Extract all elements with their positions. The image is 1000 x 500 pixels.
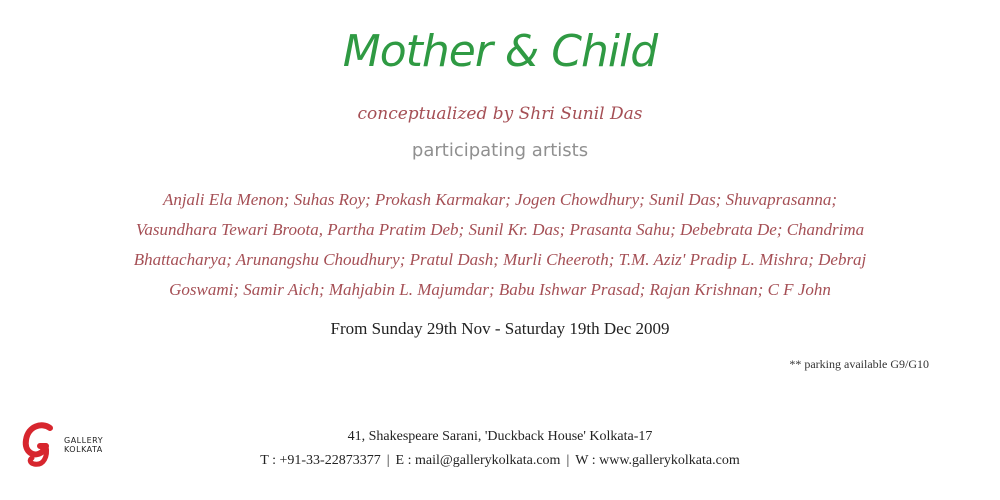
artist-list: [70, 185, 930, 305]
artist-list-line: Vasundhara Tewari Broota, Partha Pratim Deb; Sunil Kr. Das; Prasanta Sahu; Debebrata De; Chandrima: [135, 220, 865, 239]
artist-list-line: Goswami; Samir Aich; Mahjabin L. Majumdar; Babu Ishwar Prasad; Rajan Krishnan; C F John: [169, 280, 831, 299]
separator: |: [386, 453, 390, 468]
participating-artists-heading: participating artists: [411, 140, 589, 161]
logo-line-gallery: GALLERY: [64, 436, 104, 445]
phone-number: T : +91-33-22873377: [260, 453, 381, 468]
parking-note: ** parking available G9/G10: [789, 357, 929, 371]
website-link[interactable]: W : www.gallerykolkata.com: [575, 453, 740, 468]
exhibition-title: Mother & Child: [342, 26, 658, 77]
artist-list-line: Bhattacharya; Arunangshu Choudhury; Pratul Dash; Murli Cheeroth; T.M. Aziz' Pradip L. Mishra; Debraj: [133, 250, 867, 269]
separator: |: [566, 453, 570, 468]
email-address[interactable]: E : mail@gallerykolkata.com: [395, 453, 561, 468]
exhibition-dates: From Sunday 29th Nov - Saturday 19th Dec 2009: [330, 319, 670, 338]
logo-line-kolkata: KOLKATA: [64, 445, 103, 454]
curator-line: conceptualized by Shri Sunil Das: [357, 104, 643, 124]
artist-list-line: Anjali Ela Menon; Suhas Roy; Prokash Karmakar; Jogen Chowdhury; Sunil Das; Shuvaprasanna;: [162, 190, 838, 209]
gallery-address: 41, Shakespeare Sarani, 'Duckback House' Kolkata-17: [347, 429, 653, 444]
contact-line: [0, 450, 1000, 472]
